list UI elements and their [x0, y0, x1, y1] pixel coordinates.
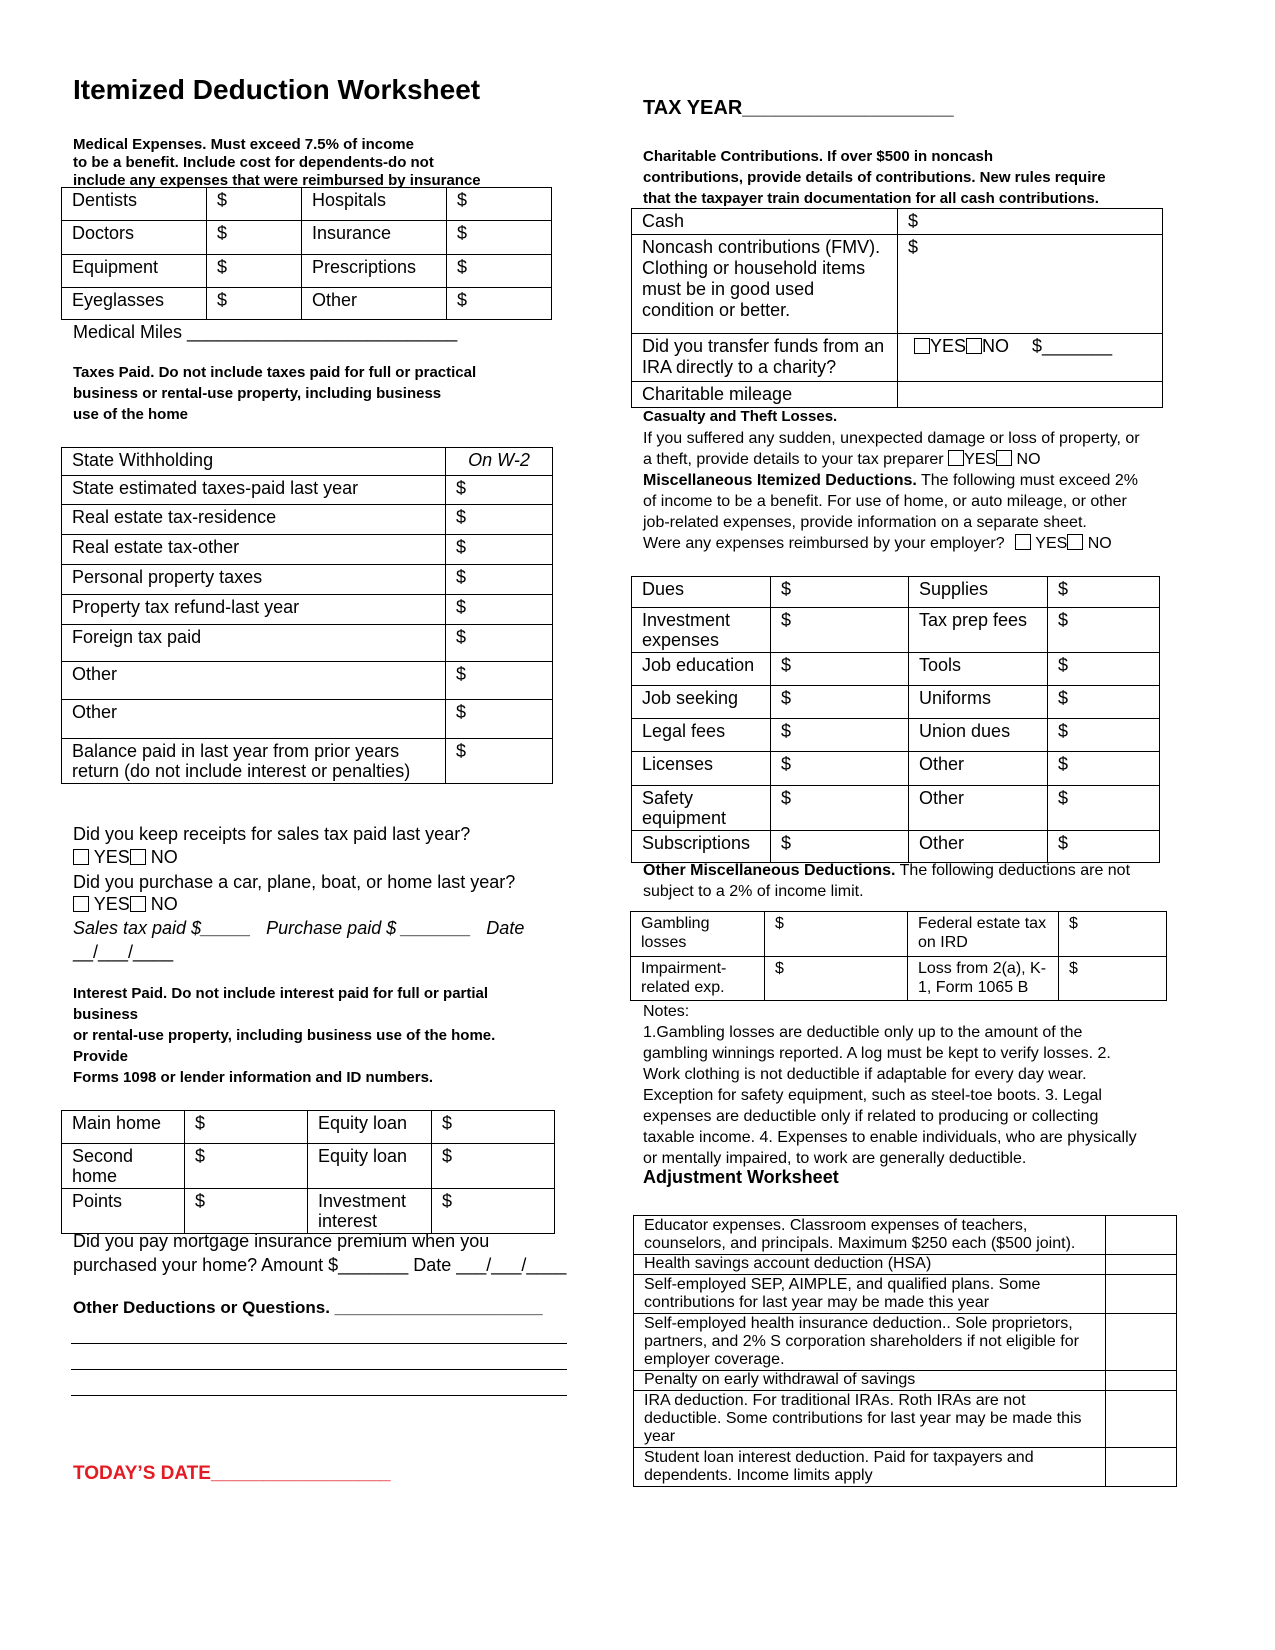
taxes-table: [61, 447, 553, 784]
other-misc-text: subject to a 2% of income limit.: [643, 883, 864, 900]
taxes-amount-field[interactable]: $: [446, 739, 553, 784]
sales-receipts-question: Did you keep receipts for sales tax paid last year?: [73, 824, 471, 844]
taxes-label: Other: [62, 662, 446, 700]
interest-table: [61, 1110, 555, 1234]
medical-label: Eyeglasses: [62, 288, 207, 320]
sales-receipts-options: [73, 846, 178, 869]
charitable-table: [631, 208, 1163, 408]
sales-date-field[interactable]: __/___/____: [73, 942, 174, 962]
taxes-amount-field[interactable]: $: [446, 565, 553, 595]
casualty-text: If you suffered any sudden, unexpected damage or loss of property, or: [643, 430, 1140, 447]
notes-line: or mentally impaired, to work are generally deductible.: [643, 1150, 1027, 1167]
interest-label: Equity loan: [308, 1144, 432, 1189]
misc-label: Other: [909, 752, 1048, 786]
interest-heading-line: business: [73, 1006, 139, 1023]
interest-label: Points: [62, 1189, 185, 1234]
misc-amount-field[interactable]: $: [771, 653, 909, 686]
misc-label: Other: [909, 786, 1048, 831]
adjustment-label: Educator expenses. Classroom expenses of teachers, counselors, and principals. Maximum $250 each ($500 joint).: [634, 1216, 1106, 1255]
misc-label: Safety equipment: [632, 786, 771, 831]
ira-amount-field[interactable]: $_______: [1032, 336, 1113, 356]
sales-amounts-field[interactable]: Sales tax paid $_____ Purchase paid $ _______ Date: [73, 918, 525, 938]
other-misc-heading: [643, 860, 1130, 881]
misc-amount-field[interactable]: $: [1048, 653, 1160, 686]
ira-transfer-options: [898, 334, 1163, 382]
taxes-label: State estimated taxes-paid last year: [62, 476, 446, 505]
charitable-label: Did you transfer funds from an IRA directly to a charity?: [632, 334, 898, 382]
misc-table: [631, 576, 1160, 863]
taxes-amount-field: On W-2: [446, 448, 553, 476]
misc-label: Union dues: [909, 719, 1048, 752]
misc-label: Other: [909, 831, 1048, 863]
other-deductions-field[interactable]: Other Deductions or Questions. ______________________: [73, 1298, 543, 1317]
yes-checkbox[interactable]: [1015, 534, 1031, 550]
other-misc-amount-field[interactable]: $: [1059, 957, 1167, 1001]
notes-line: Work clothing is not deductible if adaptable for every day wear.: [643, 1066, 1087, 1083]
interest-amount-field[interactable]: $: [185, 1189, 308, 1234]
other-misc-table: [630, 911, 1167, 1001]
charitable-amount-field[interactable]: $: [898, 235, 1163, 334]
no-label: NO: [150, 894, 178, 914]
adjustment-amount-field[interactable]: [1106, 1275, 1177, 1314]
yes-label: YES: [1035, 535, 1068, 552]
todays-date-field[interactable]: TODAY’S DATE_________________: [73, 1463, 391, 1484]
other-misc-heading-bold: Other Miscellaneous Deductions.: [643, 862, 896, 879]
misc-label: Dues: [632, 577, 771, 608]
charitable-heading-line: Charitable Contributions. If over $500 in noncash: [643, 148, 994, 165]
charitable-label: Charitable mileage: [632, 382, 898, 408]
no-label: NO: [1016, 451, 1041, 468]
taxes-amount-field[interactable]: $: [446, 662, 553, 700]
answer-line[interactable]: [71, 1368, 567, 1370]
notes-block: [643, 1001, 1137, 1169]
medical-heading-line: include any expenses that were reimbursed by insurance: [73, 172, 481, 189]
charitable-heading-line: contributions, provide details of contributions. New rules require: [643, 169, 1106, 186]
misc-amount-field[interactable]: $: [771, 831, 909, 863]
interest-label: Investment interest: [308, 1189, 432, 1234]
medical-amount-field[interactable]: $: [207, 221, 302, 255]
misc-amount-field[interactable]: $: [1048, 686, 1160, 719]
casualty-question: [643, 449, 1041, 470]
yes-label: YES: [93, 847, 130, 867]
adjustment-amount-field[interactable]: [1106, 1216, 1177, 1255]
sales-purchase-question: Did you purchase a car, plane, boat, or home last year?: [73, 872, 516, 892]
medical-label: Prescriptions: [302, 255, 447, 288]
casualty-question-text: a theft, provide details to your tax preparer: [643, 451, 944, 468]
misc-amount-field[interactable]: $: [1048, 786, 1160, 831]
charitable-mileage-field[interactable]: [898, 382, 1163, 408]
adjustment-amount-field[interactable]: [1106, 1448, 1177, 1487]
medical-amount-field[interactable]: $: [447, 288, 552, 320]
taxes-amount-field[interactable]: $: [446, 625, 553, 662]
medical-label: Hospitals: [302, 188, 447, 221]
mortgage-insurance-question[interactable]: [73, 1229, 566, 1277]
misc-label: Legal fees: [632, 719, 771, 752]
charitable-amount-field[interactable]: $: [898, 209, 1163, 235]
sales-purchase-options: [73, 893, 178, 916]
misc-label: Tools: [909, 653, 1048, 686]
adjustment-label: Self-employed health insurance deduction.. Sole proprietors, partners, and 2% S corporation shareholders if not eligible for employer coverage.: [634, 1314, 1106, 1371]
medical-label: Other: [302, 288, 447, 320]
taxes-label: Other: [62, 700, 446, 739]
interest-heading-line: Interest Paid. Do not include interest paid for full or partial: [73, 985, 489, 1002]
employer-reimbursed-question: [643, 533, 1112, 554]
charitable-label: Noncash contributions (FMV). Clothing or household items must be in good used condition or better.: [632, 235, 898, 334]
notes-line: Exception for safety equipment, such as steel-toe boots. 3. Legal: [643, 1087, 1102, 1104]
medical-amount-field[interactable]: $: [447, 255, 552, 288]
adjustment-label: Self-employed SEP, AIMPLE, and qualified plans. Some contributions for last year may be made this year: [634, 1275, 1106, 1314]
taxes-label: Foreign tax paid: [62, 625, 446, 662]
charitable-heading: [643, 146, 1106, 209]
employer-question-text: Were any expenses reimbursed by your employer?: [643, 535, 1005, 552]
interest-amount-field[interactable]: $: [432, 1144, 555, 1189]
taxes-heading: [73, 362, 476, 425]
misc-amount-field[interactable]: $: [771, 686, 909, 719]
medical-label: Insurance: [302, 221, 447, 255]
misc-text: of income to be a benefit. For use of home, or auto mileage, or other: [643, 493, 1127, 510]
adjustment-label: Health savings account deduction (HSA): [634, 1255, 1106, 1275]
misc-amount-field[interactable]: $: [1048, 752, 1160, 786]
no-checkbox[interactable]: [130, 896, 146, 912]
adjustment-table: [633, 1215, 1177, 1487]
adjustment-label: IRA deduction. For traditional IRAs. Roth IRAs are not deductible. Some contributions for last year may be made this year: [634, 1391, 1106, 1448]
medical-heading-line: to be a benefit. Include cost for dependents-do not: [73, 154, 434, 171]
interest-amount-field[interactable]: $: [432, 1111, 555, 1144]
other-misc-amount-field[interactable]: $: [765, 912, 908, 957]
taxes-label: Real estate tax-residence: [62, 505, 446, 535]
taxes-amount-field[interactable]: $: [446, 700, 553, 739]
misc-amount-field[interactable]: $: [771, 752, 909, 786]
misc-label: Subscriptions: [632, 831, 771, 863]
notes-line: taxable income. 4. Expenses to enable individuals, who are physically: [643, 1129, 1137, 1146]
misc-label: Supplies: [909, 577, 1048, 608]
taxes-amount-field[interactable]: $: [446, 535, 553, 565]
page-title: Itemized Deduction Worksheet: [73, 74, 481, 105]
medical-amount-field[interactable]: $: [207, 255, 302, 288]
interest-amount-field[interactable]: $: [185, 1111, 308, 1144]
adjustment-label: Student loan interest deduction. Paid for taxpayers and dependents. Income limits apply: [634, 1448, 1106, 1487]
misc-label: Job seeking: [632, 686, 771, 719]
no-checkbox[interactable]: [996, 450, 1012, 466]
no-label: NO: [150, 847, 178, 867]
medical-heading-line: Medical Expenses. Must exceed 7.5% of income: [73, 136, 414, 153]
medical-amount-field[interactable]: $: [207, 188, 302, 221]
taxes-label: Property tax refund-last year: [62, 595, 446, 625]
yes-checkbox[interactable]: [948, 450, 964, 466]
yes-label: YES: [930, 336, 967, 356]
no-checkbox[interactable]: [130, 849, 146, 865]
misc-amount-field[interactable]: $: [771, 719, 909, 752]
yes-label: YES: [93, 894, 130, 914]
misc-text: job-related expenses, provide information on a separate sheet.: [643, 514, 1087, 531]
misc-label: Uniforms: [909, 686, 1048, 719]
misc-label: Investment expenses: [632, 608, 771, 653]
medical-label: Equipment: [62, 255, 207, 288]
misc-amount-field[interactable]: $: [771, 786, 909, 831]
yes-label: YES: [964, 451, 997, 468]
misc-amount-field[interactable]: $: [1048, 719, 1160, 752]
no-checkbox[interactable]: [966, 338, 982, 354]
medical-label: Dentists: [62, 188, 207, 221]
answer-line[interactable]: [71, 1394, 567, 1396]
taxes-amount-field[interactable]: $: [446, 595, 553, 625]
interest-heading-line: or rental-use property, including business use of the home.: [73, 1027, 496, 1044]
misc-label: Job education: [632, 653, 771, 686]
medical-amount-field[interactable]: $: [207, 288, 302, 320]
misc-heading-bold: Miscellaneous Itemized Deductions.: [643, 472, 917, 489]
notes-line: expenses are deductible only if related to producing or collecting: [643, 1108, 1099, 1125]
mortgage-line: purchased your home? Amount $_______ Date ___/___/____: [73, 1255, 567, 1275]
taxes-label: State Withholding: [62, 448, 446, 476]
other-misc-amount-field[interactable]: $: [1059, 912, 1167, 957]
adjustment-amount-field[interactable]: [1106, 1391, 1177, 1448]
taxes-label: Real estate tax-other: [62, 535, 446, 565]
taxes-amount-field[interactable]: $: [446, 476, 553, 505]
no-checkbox[interactable]: [1067, 534, 1083, 550]
taxes-heading-line: Taxes Paid. Do not include taxes paid for full or practical: [73, 364, 477, 381]
no-label: NO: [1087, 535, 1112, 552]
medical-amount-field[interactable]: $: [447, 188, 552, 221]
adjustment-amount-field[interactable]: [1106, 1371, 1177, 1391]
notes-line: gambling winnings reported. A log must be kept to verify losses. 2.: [643, 1045, 1111, 1062]
interest-amount-field[interactable]: $: [432, 1189, 555, 1234]
tax-year-field[interactable]: TAX YEAR___________________: [643, 97, 954, 119]
misc-amount-field[interactable]: $: [1048, 577, 1160, 608]
taxes-amount-field[interactable]: $: [446, 505, 553, 535]
interest-label: Equity loan: [308, 1111, 432, 1144]
medical-miles-field[interactable]: Medical Miles ___________________________: [73, 322, 458, 342]
misc-heading-rest: The following must exceed 2%: [916, 472, 1138, 489]
misc-amount-field[interactable]: $: [1048, 608, 1160, 653]
taxes-label: Personal property taxes: [62, 565, 446, 595]
misc-label: Licenses: [632, 752, 771, 786]
interest-amount-field[interactable]: $: [185, 1144, 308, 1189]
no-label: NO: [982, 336, 1010, 356]
casualty-heading: Casualty and Theft Losses.: [643, 408, 838, 425]
misc-amount-field[interactable]: $: [771, 577, 909, 608]
medical-label: Doctors: [62, 221, 207, 255]
misc-amount-field[interactable]: $: [1048, 831, 1160, 863]
adjustment-amount-field[interactable]: [1106, 1255, 1177, 1275]
charitable-heading-line: that the taxpayer train documentation for all cash contributions.: [643, 190, 1099, 207]
medical-heading: [73, 134, 481, 191]
notes-label: Notes:: [643, 1003, 690, 1020]
interest-heading: [73, 983, 495, 1088]
medical-amount-field[interactable]: $: [447, 221, 552, 255]
misc-heading: [643, 470, 1138, 491]
taxes-label: Balance paid in last year from prior years return (do not include interest or penalties): [62, 739, 446, 784]
taxes-heading-line: business or rental-use property, including business: [73, 385, 442, 402]
charitable-label: Cash: [632, 209, 898, 235]
taxes-heading-line: use of the home: [73, 406, 189, 423]
other-misc-label: Gambling losses: [631, 912, 765, 957]
interest-heading-line: Provide: [73, 1048, 129, 1065]
other-misc-label: Impairment-related exp.: [631, 957, 765, 1001]
misc-label: Tax prep fees: [909, 608, 1048, 653]
yes-checkbox[interactable]: [914, 338, 930, 354]
adjustment-heading: Adjustment Worksheet: [643, 1167, 839, 1187]
other-misc-label: Loss from 2(a), K-1, Form 1065 B: [908, 957, 1059, 1001]
interest-label: Second home: [62, 1144, 185, 1189]
medical-table: [61, 187, 552, 320]
other-misc-label: Federal estate tax on IRD: [908, 912, 1059, 957]
other-misc-heading-rest: The following deductions are not: [895, 862, 1131, 879]
adjustment-amount-field[interactable]: [1106, 1314, 1177, 1371]
adjustment-label: Penalty on early withdrawal of savings: [634, 1371, 1106, 1391]
misc-amount-field[interactable]: $: [771, 608, 909, 653]
interest-label: Main home: [62, 1111, 185, 1144]
yes-checkbox[interactable]: [73, 896, 89, 912]
yes-checkbox[interactable]: [73, 849, 89, 865]
mortgage-line: Did you pay mortgage insurance premium when you: [73, 1231, 490, 1251]
other-misc-amount-field[interactable]: $: [765, 957, 908, 1001]
answer-line[interactable]: [71, 1342, 567, 1344]
interest-heading-line: Forms 1098 or lender information and ID numbers.: [73, 1069, 434, 1086]
notes-line: 1.Gambling losses are deductible only up to the amount of the: [643, 1024, 1083, 1041]
